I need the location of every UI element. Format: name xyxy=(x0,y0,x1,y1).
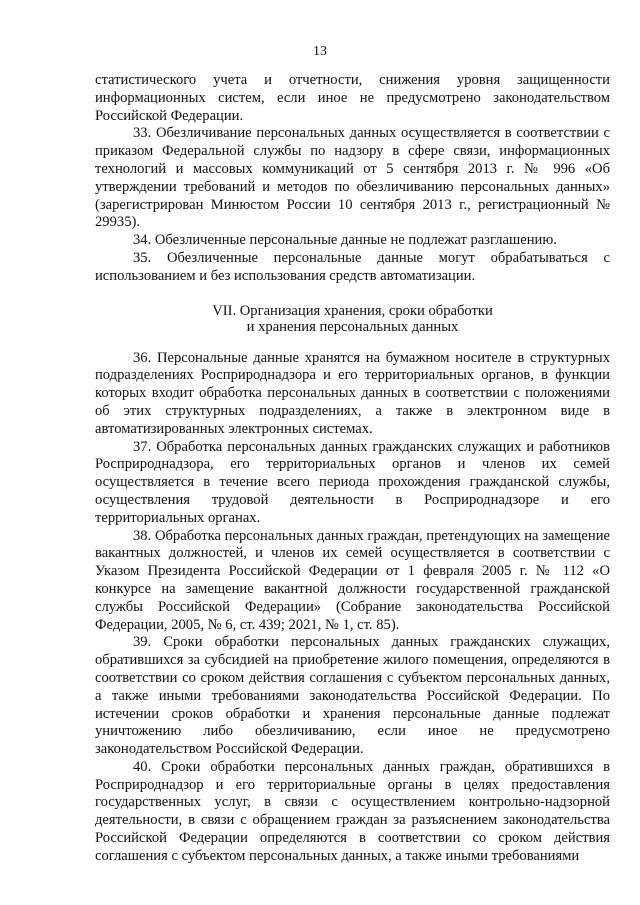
section-heading-line-2: и хранения персональных данных xyxy=(246,318,459,335)
section-heading-line-1: VII. Организация хранения, сроки обработки xyxy=(212,302,493,319)
paragraph-38: 38. Обработка персональных данных граждан, претендующих на замещение вакантных должностей, и членов их семей осуществляется в соответствии с Указом Президента Российской Федерации от 1 февраля 2005 г. № 112 «О конкурсе на замещение вакантной должности государственной гражданской службы Российской Федерации» (Собрание законодательства Российской Федерации, 2005, № 6, ст. 439; 2021, № 1, ст. 85). xyxy=(95,527,610,633)
paragraph-40: 40. Сроки обработки персональных данных граждан, обратившихся в Росприроднадзор и его территориальные органы в целях предоставления государственных услуг, в связи с осуществлением контрольно-надзорной деятельности, в связи с обращением граждан за разъяснением законодательства Российской Федерации определяются в соответствии со сроком действия соглашения с субъектом персональных данных, а также иными требованиями xyxy=(95,758,610,864)
page-number: 13 xyxy=(313,44,327,59)
paragraph-34: 34. Обезличенные персональные данные не подлежат разглашению. xyxy=(133,232,557,249)
document-body xyxy=(95,72,610,866)
paragraph-39: 39. Сроки обработки персональных данных гражданских служащих, обратившихся за субсидией на приобретение жилого помещения, определяются в соответствии со сроком действия соглашения с субъектом персональных данных, а также иными требованиями законодательства Российской Федерации. По истечении сроков обработки и хранения персональные данные подлежат уничтожению либо обезличиванию, если иное не предусмотрено законодательством Российской Федерации. xyxy=(95,634,610,758)
paragraph-36: 36. Персональные данные хранятся на бумажном носителе в структурных подразделениях Росприроднадзора и его территориальных органов, в функции которых входит обработка персональных данных в соответствии с положениями об этих структурных подразделениях, а также в электронном виде в автоматизированных электронных системах. xyxy=(95,349,610,437)
section-heading xyxy=(95,303,610,335)
paragraph-35: 35. Обезличенные персональные данные могут обрабатываться с использованием и без использования средств автоматизации. xyxy=(95,249,610,284)
paragraph-continuation: статистического учета и отчетности, снижения уровня защищенности информационных систем, если иное не предусмотрено законодательством Российской Федерации. xyxy=(95,72,610,124)
paragraph-37: 37. Обработка персональных данных гражданских служащих и работников Росприроднадзора, его территориальных органов и членов их семей осуществляется в течение всего периода прохождения гражданской службы, осуществления трудовой деятельности в Росприроднадзоре и его территориальных органах. xyxy=(95,438,610,526)
paragraph-33: 33. Обезличивание персональных данных осуществляется в соответствии с приказом Федеральной службы по надзору в сфере связи, информационных технологий и массовых коммуникаций от 5 сентября 2013 г. № 996 «Об утверждении требований и методов по обезличиванию персональных данных» (зарегистрирован Минюстом России 10 сентября 2013 г., регистрационный № 29935). xyxy=(95,125,610,231)
